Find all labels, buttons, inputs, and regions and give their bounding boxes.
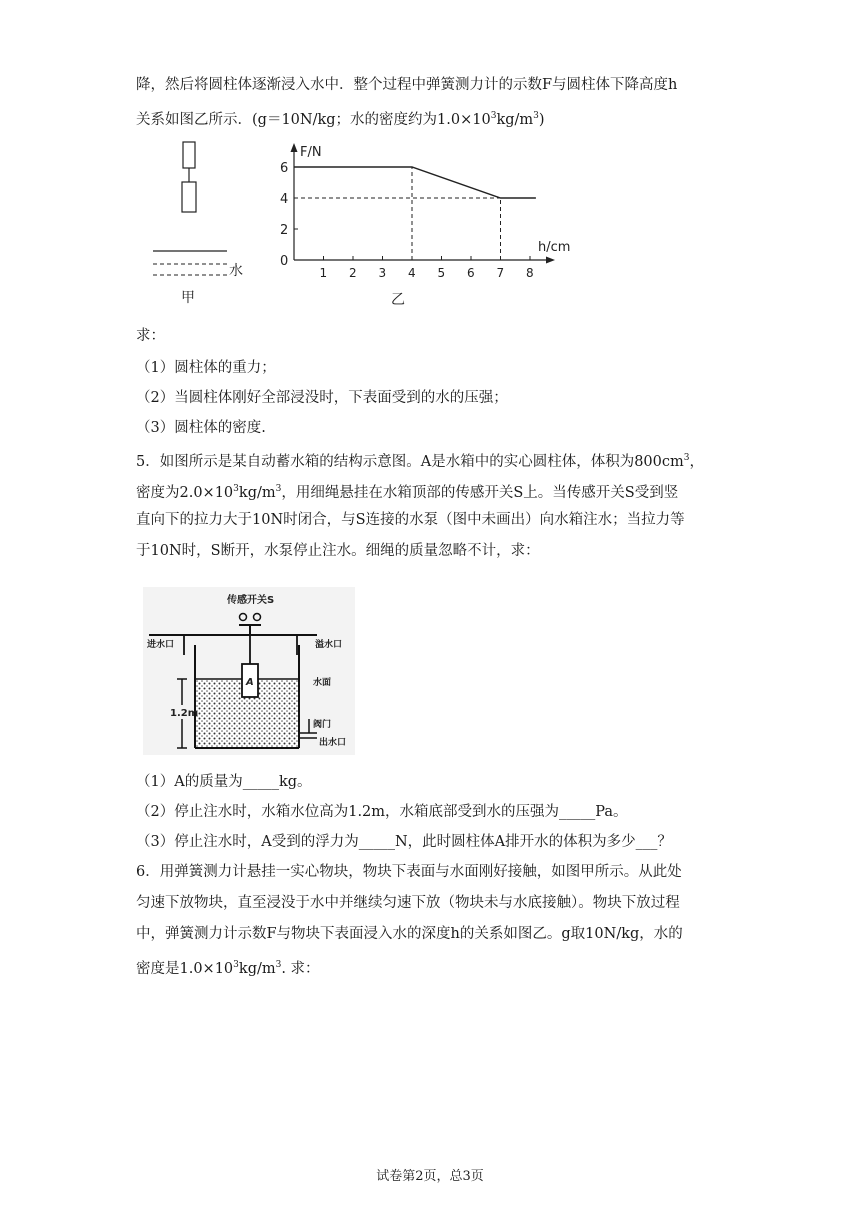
x-tick-label: 6 xyxy=(467,266,475,280)
cylinder xyxy=(182,182,196,212)
outlet-label: 出水口 xyxy=(319,738,347,748)
p6-line4-text: 密度是1.0×10 xyxy=(136,961,234,977)
p5-q1: （1）A的质量为_____kg。 xyxy=(136,774,312,790)
p4-intro-unit: kg/m xyxy=(496,112,534,128)
p4-intro-line1: 降，然后将圆柱体逐渐浸入水中．整个过程中弹簧测力计的示数F与圆柱体下降高度h xyxy=(136,77,678,93)
y-tick-label: 2 xyxy=(280,223,289,238)
figure-yi-chart xyxy=(270,138,590,313)
x-tick-label: 3 xyxy=(378,266,387,280)
y-axis-label: F/N xyxy=(300,145,322,160)
p5-q2: （2）停止注水时，水箱水位高为1.2m，水箱底部受到水的压强为_____Pa。 xyxy=(136,804,628,820)
x-axis-label: h/cm xyxy=(538,240,571,255)
y-axis-arrow xyxy=(291,143,298,152)
p5-line4: 于10N时，S断开，水泵停止注水。细绳的质量忽略不计，求： xyxy=(136,543,540,559)
p4-intro-close: ) xyxy=(538,112,545,128)
water-label: 水 xyxy=(229,263,243,279)
y-tick-label: 6 xyxy=(280,161,289,176)
p5-line2-text: 密度为2.0×10 xyxy=(136,485,234,501)
spring-scale xyxy=(183,142,195,168)
origin-label: 0 xyxy=(280,254,289,269)
figure-jia xyxy=(145,138,255,308)
p5-line3: 直向下的拉力大于10N时闭合，与S连接的水泵（图中未画出）向水箱注水；当拉力等 xyxy=(136,512,685,528)
overflow-label: 溢水口 xyxy=(315,640,343,650)
p4-ask: 求： xyxy=(136,328,165,344)
p4-q1: （1）圆柱体的重力； xyxy=(136,360,276,376)
p5-line2-exp: 3 xyxy=(233,484,239,494)
p6-line2: 匀速下放物块，直至浸没于水中并继续匀速下放（物块未与水底接触）。物块下放过程 xyxy=(136,895,680,911)
p4-intro-text: 关系如图乙所示．(g＝10N/kg；水的密度约为1.0×10 xyxy=(136,112,491,128)
p5-line1-text: 5．如图所示是某自动蓄水箱的结构示意图。A是水箱中的实心圆柱体，体积为800cm xyxy=(136,454,684,470)
inlet-label: 进水口 xyxy=(147,640,175,650)
p5-line1-exp: 3 xyxy=(683,453,690,463)
x-tick-label: 8 xyxy=(526,266,534,280)
surface-label: 水面 xyxy=(313,678,332,688)
p6-line4-exp2: 3 xyxy=(275,960,282,970)
p5-line2 xyxy=(136,479,678,503)
p5-q3: （3）停止注水时，A受到的浮力为_____N，此时圆柱体A排开水的体积为多少___？ xyxy=(136,834,672,850)
x-tick-label: 2 xyxy=(349,266,357,280)
p6-line4-unit: kg/m xyxy=(238,961,276,977)
p6-line1: 6．用弹簧测力计悬挂一实心物块，物块下表面与水面刚好接触，如图甲所示。从此处 xyxy=(136,864,682,880)
p6-line3: 中，弹簧测力计示数F与物块下表面浸入水的深度h的关系如图乙。g取10N/kg，水的 xyxy=(136,926,683,942)
p5-line1 xyxy=(136,448,704,472)
p4-intro-exp: 3 xyxy=(490,111,497,121)
water-tank-diagram xyxy=(143,587,355,755)
p5-line2-exp2: 3 xyxy=(275,484,282,494)
x-tick-label: 7 xyxy=(496,266,505,280)
y-tick-label: 4 xyxy=(280,192,289,207)
x-tick-label: 4 xyxy=(408,266,416,280)
p6-line4-end: . 求： xyxy=(281,961,320,977)
p6-line4-exp: 3 xyxy=(233,960,239,970)
p6-line4 xyxy=(136,955,320,979)
p4-intro-exp2: 3 xyxy=(533,111,539,121)
cylinder-label: A xyxy=(246,677,254,688)
x-tick-label: 5 xyxy=(437,266,446,280)
p5-line1-end: ， xyxy=(689,454,704,470)
x-tick-label: 1 xyxy=(319,266,328,280)
valve-label: 阀门 xyxy=(313,720,332,730)
p5-line2-unit: kg/m xyxy=(238,485,276,501)
page-footer: 试卷第2页，总3页 xyxy=(376,1169,484,1184)
p4-q3: （3）圆柱体的密度. xyxy=(136,420,266,436)
p4-intro-line2 xyxy=(136,106,545,130)
fig-yi-caption: 乙 xyxy=(391,292,405,308)
p4-q2: （2）当圆柱体刚好全部浸没时，下表面受到的水的压强； xyxy=(136,390,508,406)
p5-line2-rest: ，用细绳悬挂在水箱顶部的传感开关S上。当传感开关S受到竖 xyxy=(281,485,679,501)
x-axis-arrow xyxy=(546,257,555,264)
fig-jia-caption: 甲 xyxy=(181,290,195,306)
switch-label: 传感开关S xyxy=(227,595,275,606)
series-line xyxy=(294,167,536,198)
height-label: 1.2m xyxy=(170,708,199,719)
